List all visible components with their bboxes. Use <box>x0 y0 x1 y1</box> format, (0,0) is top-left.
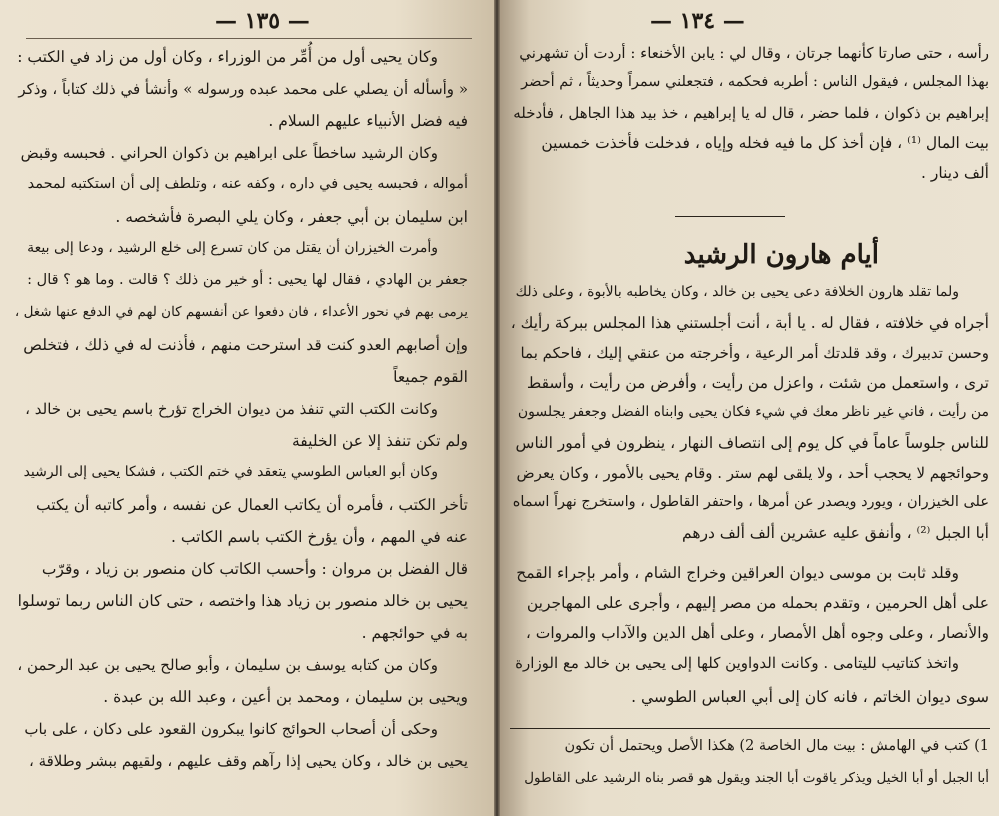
text-line: يحيى بن خالد ، وكان يحيى إذا رآهم وقف عليهم ، ولقيهم ببشر وطلاقة ، <box>28 752 468 770</box>
left-page <box>0 0 494 816</box>
text-line: من رأيت ، فاني غير ناظر معك في شيء فكان يحيى وابناه الفضل وجعفر يجلسون <box>517 404 989 420</box>
text-line: به في حوائجهم . <box>361 624 468 642</box>
text-line: ولم تكن تنفذ إلا عن الخليفة <box>292 432 468 450</box>
text-line: ألف دينار . <box>921 164 989 182</box>
text-line: بهذا المجلس ، فيقول الناس : أطربه فحكمه ، فتجعلني سمراً وحديثاً ، ثم أحضر <box>521 74 989 90</box>
section-separator <box>675 216 785 217</box>
text-line: وقلد ثابت بن موسى ديوان العراقين وخراج الشام ، وأمر بإجراء القمح <box>516 564 959 582</box>
text-line: قال الفضل بن مروان : وأحسب الكاتب كان منصور بن زياد ، وقرّب <box>41 560 468 578</box>
text-line: وحكى أن أصحاب الحوائج كانوا يبكرون القعود على دكان ، على باب <box>24 720 438 738</box>
right-page <box>500 0 999 816</box>
text-line: ويحيى بن سليمان ، ومحمد بن أعين ، وعبد الله بن عبدة . <box>103 688 468 706</box>
text-line: « وأسأله أن يصلي على محمد عبده ورسوله » وأنشأ في ذلك كتاباً ، وذكر <box>18 80 468 98</box>
text-line: وكان الرشيد ساخطاً على ابراهيم بن ذكوان الحراني . فحبسه وقبض <box>20 144 438 162</box>
footnote-line: 1) كتب في الهامش : بيت مال الخاصة 2) هكذا الأصل ويحتمل أن تكون <box>564 738 989 754</box>
footnote-line: أبا الجبل أو أبا الخيل ويذكر ياقوت أبا الجند ويقول هو قصر بناه الرشيد على القاطول <box>524 770 989 786</box>
text-line: وأمرت الخيزران أن يقتل من كان تسرع إلى خلع الرشيد ، ودعا إلى بيعة <box>27 240 438 256</box>
page-number-right: — ١٣٤ — <box>650 8 745 34</box>
text-line: وحسن تدبيرك ، وقد قلدتك أمر الرعية ، وأخرجته من عنقي إليك ، فاحكم بما <box>520 344 989 362</box>
footnote-rule <box>510 728 990 729</box>
text-line: ترى ، واستعمل من شئت ، واعزل من رأيت ، وأفرض من رأيت ، وأسقط <box>526 374 989 392</box>
text-line: رأسه ، حتى صارتا كأنهما جرتان ، وقال لي : يابن الأخنعاء : أردت أن تشهرني <box>519 44 989 62</box>
text-line: جعفر بن الهادي ، فقال لها يحيى : أو خير من ذلك ؟ قالت . وما هو ؟ قال : <box>27 272 468 288</box>
text-line: وحوائجهم لا يحجب أحد ، ولا يلقى لهم ستر . وقام يحيى بالأمور ، وكان يعرض <box>516 464 989 482</box>
text-line: ولما تقلد هارون الخلافة دعى يحيى بن خالد ، وكان يخاطبه بالأبوة ، وعلى ذلك <box>515 284 959 300</box>
header-rule-left <box>26 38 472 39</box>
text-line: واتخذ كتاتيب لليتامى . وكانت الدواوين كلها إلى يحيى بن خالد مع الوزارة <box>515 654 959 672</box>
text-line: وكان يحيى أول من أُمِّر من الوزراء ، وكان أول من زاد في الكتب : <box>17 48 438 66</box>
text-line: فيه فضل الأنبياء عليهم السلام . <box>268 112 468 130</box>
text-line: يحيى بن خالد منصور بن زياد هذا واختصه ، حتى كان الناس ربما توسلوا <box>17 592 468 610</box>
text-line: على أهل الحرمين ، وتقدم بحمله من مصر إليهم ، وأجرى على المهاجرين <box>526 594 989 612</box>
text-line: على الخيزران ، ويورد ويصدر عن أمرها ، واحتفر القاطول ، واستخرج نهراً اسماه <box>512 494 989 510</box>
text-line: أمواله ، فحبسه يحيى في داره ، وكفه عنه ، وتلطف إلى أن استكتبه لمحمد <box>27 176 468 192</box>
text-line: أجراه في خلافته ، فقال له . يا أبة ، أنت أجلستني هذا المجلس ببركة رأيك ، <box>510 314 989 332</box>
text-line: بيت المال ⁽¹⁾ ، فإن أخذ كل ما فيه فخله وإياه ، فدخلت فأخذت خمسين <box>541 134 989 152</box>
text-line: ابن سليمان بن أبي جعفر ، وكان يلي البصرة فأشخصه . <box>115 208 468 226</box>
text-line: إبراهيم بن ذكوان ، فلما حضر ، قال له يا إبراهيم ، خذ بيد هذا الجاهل ، فأدخله <box>513 104 989 122</box>
page-number-left: — ١٣٥ — <box>215 8 310 34</box>
section-heading: أيام هارون الرشيد <box>683 240 879 270</box>
text-line: القوم جميعاً <box>393 368 468 386</box>
text-line: سوى ديوان الخاتم ، فانه كان إلى أبي العباس الطوسي . <box>631 688 989 706</box>
text-line: للناس جلوساً عاماً في كل يوم إلى انتصاف النهار ، ينظرون في أمور الناس <box>515 434 989 452</box>
text-line: وكان من كتابه يوسف بن سليمان ، وأبو صالح يحيى بن عبد الرحمن ، <box>17 656 438 674</box>
text-line: عنه في المهم ، وأن يؤرخ الكتب باسم الكاتب . <box>171 528 468 546</box>
text-line: وإن أصابهم العدو كنت قد استرحت منهم ، فأذنت له في ذلك ، فتخلص <box>23 336 468 354</box>
text-line: والأنصار ، وعلى وجوه أهل الأمصار ، وعلى أهل الدين والآداب والمروات ، <box>525 624 989 642</box>
text-line: أبا الجبل ⁽²⁾ ، وأنفق عليه عشرين ألف ألف درهم <box>682 524 989 542</box>
text-line: يرمى بهم في نحور الأعداء ، فان دفعوا عن أنفسهم كان لهم في الدفع عنها شغل ، <box>14 304 468 320</box>
text-line: وكان أبو العباس الطوسي يتعقد في ختم الكتب ، فشكا يحيى إلى الرشيد <box>23 464 438 480</box>
text-line: تأخر الكتب ، فأمره أن يكاتب العمال عن نفسه ، وأمر كاتبه أن يكتب <box>36 496 468 514</box>
text-line: وكانت الكتب التي تنفذ من ديوان الخراج تؤرخ باسم يحيى بن خالد ، <box>25 400 438 418</box>
